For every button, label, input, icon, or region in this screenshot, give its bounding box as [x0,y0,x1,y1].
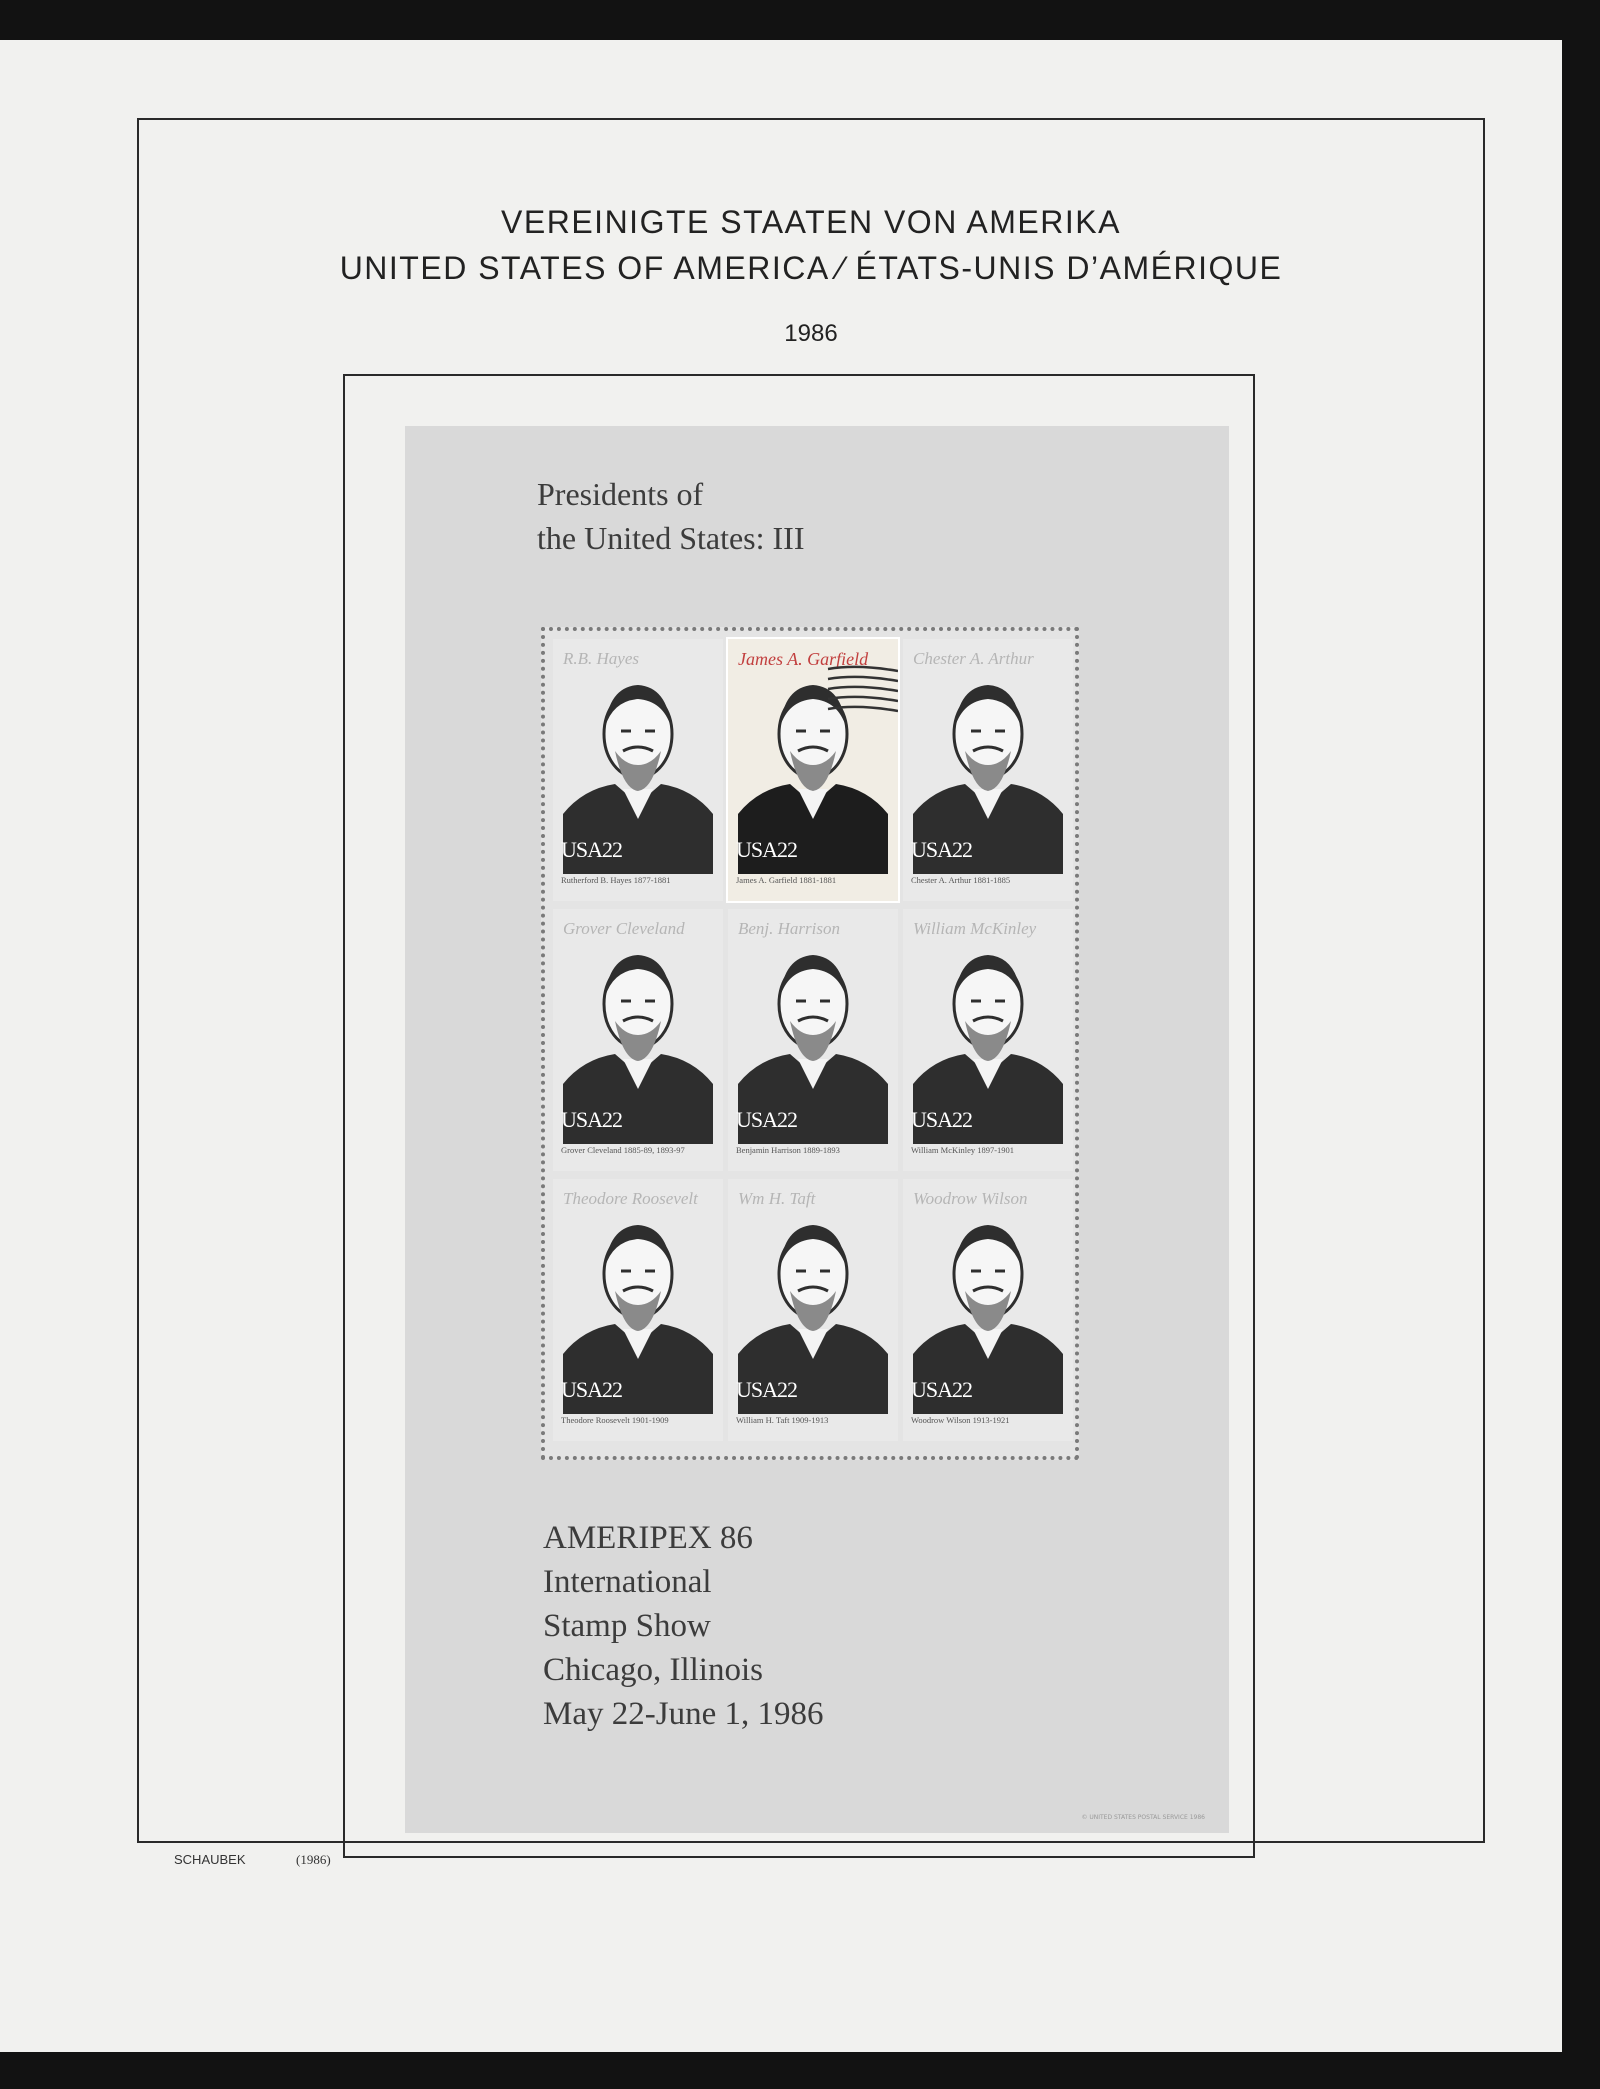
stamp-signature: Grover Cleveland [563,919,685,938]
stamp [903,639,1073,901]
postmark-cancellation [728,639,898,901]
stamp [903,909,1073,1171]
exhibition-text-line: AMERIPEX 86 [543,1520,753,1556]
exhibition-text-line: May 22-June 1, 1986 [543,1696,824,1732]
stamp-denomination: USA22 [911,1107,973,1132]
stamp-signature: Benj. Harrison [738,919,840,938]
footer-brand: SCHAUBEK [174,1852,246,1867]
stamp-denomination: USA22 [911,1377,973,1402]
stamp-caption: Grover Cleveland 1885-89, 1893-97 [561,1145,685,1155]
stamp-denomination: USA22 [736,1377,798,1402]
page-title-english-french: UNITED STATES OF AMERICA ⁄ ÉTATS-UNIS D’AMÉRIQUE [339,250,1283,286]
exhibition-text-line: Chicago, Illinois [543,1652,763,1688]
exhibition-text-line: International [543,1564,712,1600]
stamp-block [541,627,1079,1460]
stamp-denomination: USA22 [561,1377,623,1402]
stamp-caption: Benjamin Harrison 1889-1893 [736,1145,840,1155]
stamp-caption: William McKinley 1897-1901 [911,1145,1015,1155]
stamp-caption: Theodore Roosevelt 1901-1909 [561,1415,669,1425]
page-border-frame [137,118,1485,1843]
stamp-signature: Woodrow Wilson [913,1189,1028,1208]
stamp-denomination: USA22 [736,1107,798,1132]
stamp [903,1179,1073,1441]
sheet-imprint: © UNITED STATES POSTAL SERVICE 1986 [1081,1814,1205,1821]
stamp-signature: William McKinley [913,919,1037,938]
album-page [0,40,1562,2052]
stamp [553,1179,723,1441]
souvenir-sheet [405,426,1229,1833]
sheet-title-line-2: the United States: III [537,520,805,556]
sheet-title [537,472,804,560]
stamp-signature: James A. Garfield [738,649,869,669]
stamp [553,909,723,1171]
stamp-caption: Woodrow Wilson 1913-1921 [911,1415,1010,1425]
souvenir-sheet-mount [343,374,1255,1858]
stamp-denomination: USA22 [561,1107,623,1132]
stamp-signature: Wm H. Taft [738,1189,816,1208]
stamp [728,1179,898,1441]
stamp [728,639,898,901]
footer-year: (1986) [296,1852,331,1867]
page-title-german: VEREINIGTE STAATEN VON AMERIKA [501,204,1121,240]
stamp-caption: James A. Garfield 1881-1881 [736,875,837,885]
stamp-caption: William H. Taft 1909-1913 [736,1415,829,1425]
stamp [728,909,898,1171]
exhibition-text [543,1516,823,1736]
stamp-caption: Chester A. Arthur 1881-1885 [911,875,1011,885]
stamp-signature: Theodore Roosevelt [563,1189,698,1208]
stamp-denomination: USA22 [561,837,623,862]
stamp-signature: Chester A. Arthur [913,649,1034,668]
stamp-signature: R.B. Hayes [563,649,640,668]
stamp [553,639,723,901]
sheet-title-line-1: Presidents of [537,476,704,512]
stamp-denomination: USA22 [911,837,973,862]
stamp-caption: Rutherford B. Hayes 1877-1881 [561,875,671,885]
exhibition-text-line: Stamp Show [543,1608,711,1644]
page-year: 1986 [784,320,838,347]
stamp-denomination: USA22 [736,837,798,862]
